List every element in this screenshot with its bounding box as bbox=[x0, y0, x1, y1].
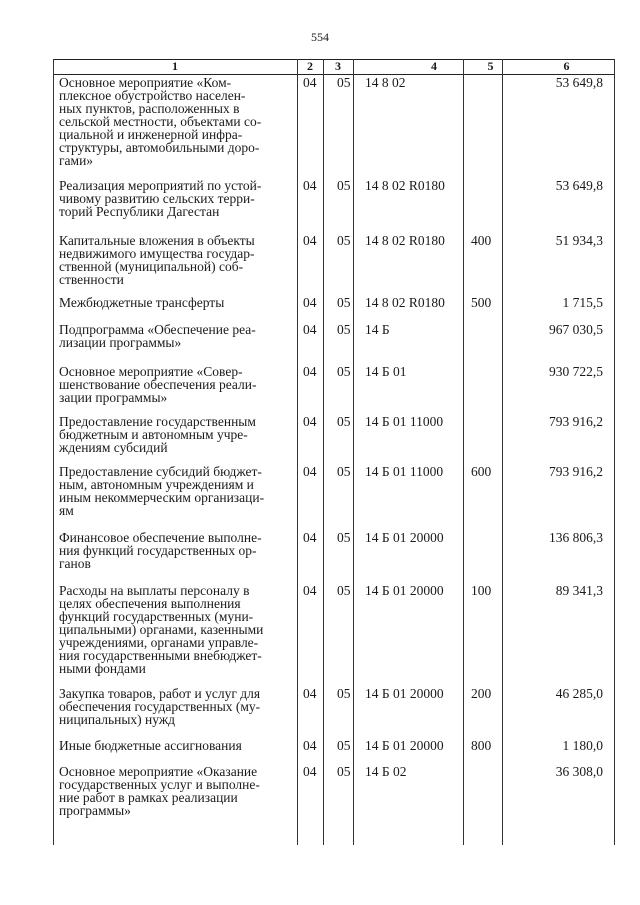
amount: 967 030,5 bbox=[549, 322, 603, 337]
column-divider bbox=[502, 59, 503, 845]
column-divider bbox=[463, 59, 464, 845]
target-article-code: 14 8 02 R0180 bbox=[365, 295, 445, 310]
amount: 89 341,3 bbox=[555, 583, 603, 598]
target-article-code: 14 Б 01 20000 bbox=[365, 583, 444, 598]
description-line: Предоставление государственным bbox=[59, 414, 256, 429]
subsection-code: 05 bbox=[337, 233, 351, 248]
amount: 1 715,5 bbox=[562, 295, 603, 310]
expense-type-code: 100 bbox=[471, 583, 492, 598]
section-code: 04 bbox=[303, 464, 317, 479]
description-line: плексное обустройство населен- bbox=[59, 88, 246, 103]
description-line: ганов bbox=[59, 556, 91, 571]
section-code: 04 bbox=[303, 233, 317, 248]
subsection-code: 05 bbox=[337, 583, 351, 598]
subsection-code: 05 bbox=[337, 738, 351, 753]
section-code: 04 bbox=[303, 364, 317, 379]
target-article-code: 14 Б 01 11000 bbox=[365, 464, 444, 479]
target-article-code: 14 8 02 R0180 bbox=[365, 178, 445, 193]
description-line: Иные бюджетные ассигнования bbox=[59, 738, 242, 753]
description-line: Межбюджетные трансферты bbox=[59, 295, 225, 310]
header-col-3: 3 bbox=[335, 59, 341, 73]
section-code: 04 bbox=[303, 686, 317, 701]
target-article-code: 14 Б 01 20000 bbox=[365, 530, 444, 545]
description-line: ным, автономным учреждениям и bbox=[59, 477, 254, 492]
target-article-code: 14 8 02 R0180 bbox=[365, 233, 445, 248]
section-code: 04 bbox=[303, 322, 317, 337]
header-col-1: 1 bbox=[172, 59, 178, 73]
row-description bbox=[59, 296, 293, 309]
subsection-code: 05 bbox=[337, 686, 351, 701]
row-description bbox=[59, 234, 293, 286]
description-line: Закупка товаров, работ и услуг для bbox=[59, 686, 261, 701]
row-description bbox=[59, 765, 293, 817]
amount: 793 916,2 bbox=[549, 464, 603, 479]
description-line: программы» bbox=[59, 803, 131, 818]
amount: 1 180,0 bbox=[562, 738, 603, 753]
amount: 51 934,3 bbox=[555, 233, 603, 248]
description-line: обеспечения государственных (му- bbox=[59, 699, 261, 714]
amount: 46 285,0 bbox=[555, 686, 603, 701]
column-divider bbox=[53, 59, 54, 845]
subsection-code: 05 bbox=[337, 764, 351, 779]
column-divider bbox=[323, 59, 324, 845]
section-code: 04 bbox=[303, 530, 317, 545]
subsection-code: 05 bbox=[337, 295, 351, 310]
description-line: лизации программы» bbox=[59, 335, 182, 350]
subsection-code: 05 bbox=[337, 364, 351, 379]
target-article-code: 14 Б 01 20000 bbox=[365, 738, 444, 753]
expense-type-code: 600 bbox=[471, 464, 492, 479]
description-line: ния функций государственных ор- bbox=[59, 543, 257, 558]
description-line: Основное мероприятие «Ком- bbox=[59, 75, 232, 90]
description-line: ственной (муниципальной) соб- bbox=[59, 259, 244, 274]
column-divider bbox=[297, 59, 298, 845]
target-article-code: 14 8 02 bbox=[365, 75, 406, 90]
amount: 793 916,2 bbox=[549, 414, 603, 429]
description-line: гами» bbox=[59, 153, 94, 168]
description-line: Финансовое обеспечение выполне- bbox=[59, 530, 262, 545]
description-line: шенствование обеспечения реали- bbox=[59, 377, 257, 392]
expense-type-code: 400 bbox=[471, 233, 492, 248]
section-code: 04 bbox=[303, 75, 317, 90]
description-line: ственности bbox=[59, 272, 124, 287]
description-line: ных пунктов, расположенных в bbox=[59, 101, 240, 116]
header-col-6: 6 bbox=[563, 59, 570, 73]
row-description bbox=[59, 415, 293, 454]
target-article-code: 14 Б 02 bbox=[365, 764, 407, 779]
description-line: Предоставление субсидий бюджет- bbox=[59, 464, 262, 479]
row-description bbox=[59, 323, 293, 349]
subsection-code: 05 bbox=[337, 414, 351, 429]
budget-table bbox=[53, 59, 615, 845]
row-description bbox=[59, 739, 293, 752]
amount: 930 722,5 bbox=[549, 364, 603, 379]
expense-type-code: 500 bbox=[471, 295, 492, 310]
row-description bbox=[59, 76, 293, 167]
description-line: учреждениями, органами управле- bbox=[59, 635, 259, 650]
subsection-code: 05 bbox=[337, 530, 351, 545]
column-divider bbox=[614, 59, 615, 845]
description-line: торий Республики Дагестан bbox=[59, 204, 220, 219]
target-article-code: 14 Б 01 11000 bbox=[365, 414, 444, 429]
row-description bbox=[59, 687, 293, 726]
row-description bbox=[59, 531, 293, 570]
subsection-code: 05 bbox=[337, 75, 351, 90]
section-code: 04 bbox=[303, 295, 317, 310]
description-line: ниципальных) нужд bbox=[59, 712, 176, 727]
description-line: ждениям субсидий bbox=[59, 440, 168, 455]
amount: 53 649,8 bbox=[555, 178, 603, 193]
subsection-code: 05 bbox=[337, 178, 351, 193]
page-number: 554 bbox=[311, 30, 329, 44]
description-line: бюджетным и автономным учре- bbox=[59, 427, 248, 442]
description-line: государственных услуг и выполне- bbox=[59, 777, 260, 792]
description-line: целях обеспечения выполнения bbox=[59, 596, 241, 611]
target-article-code: 14 Б 01 bbox=[365, 364, 407, 379]
amount: 136 806,3 bbox=[549, 530, 603, 545]
description-line: чивому развитию сельских терри- bbox=[59, 191, 255, 206]
section-code: 04 bbox=[303, 583, 317, 598]
expense-type-code: 800 bbox=[471, 738, 492, 753]
row-description bbox=[59, 365, 293, 404]
expense-type-code: 200 bbox=[471, 686, 492, 701]
description-line: сельской местности, объектами со- bbox=[59, 114, 262, 129]
target-article-code: 14 Б bbox=[365, 322, 390, 337]
section-code: 04 bbox=[303, 738, 317, 753]
subsection-code: 05 bbox=[337, 464, 351, 479]
description-line: Подпрограмма «Обеспечение реа- bbox=[59, 322, 256, 337]
amount: 53 649,8 bbox=[555, 75, 603, 90]
section-code: 04 bbox=[303, 178, 317, 193]
subsection-code: 05 bbox=[337, 322, 351, 337]
header-col-5: 5 bbox=[487, 59, 494, 73]
description-line: иным некоммерческим организаци- bbox=[59, 490, 265, 505]
column-divider bbox=[353, 59, 354, 845]
row-description bbox=[59, 584, 293, 675]
description-line: функций государственных (муни- bbox=[59, 609, 254, 624]
description-line: недвижимого имущества государ- bbox=[59, 246, 255, 261]
table-header bbox=[53, 59, 615, 75]
description-line: Основное мероприятие «Совер- bbox=[59, 364, 243, 379]
description-line: Капитальные вложения в объекты bbox=[59, 233, 255, 248]
description-line: циальной и инженерной инфра- bbox=[59, 127, 243, 142]
header-col-4: 4 bbox=[431, 59, 437, 73]
target-article-code: 14 Б 01 20000 bbox=[365, 686, 444, 701]
section-code: 04 bbox=[303, 764, 317, 779]
description-line: ние работ в рамках реализации bbox=[59, 790, 238, 805]
description-line: структуры, автомобильными доро- bbox=[59, 140, 260, 155]
description-line: ципальными) органами, казенными bbox=[59, 622, 264, 637]
header-col-2: 2 bbox=[307, 59, 313, 73]
description-line: Основное мероприятие «Оказание bbox=[59, 764, 258, 779]
row-description bbox=[59, 179, 293, 218]
description-line: зации программы» bbox=[59, 390, 168, 405]
amount: 36 308,0 bbox=[555, 764, 603, 779]
description-line: Реализация мероприятий по устой- bbox=[59, 178, 262, 193]
description-line: ям bbox=[59, 503, 74, 518]
section-code: 04 bbox=[303, 414, 317, 429]
row-description bbox=[59, 465, 293, 517]
description-line: Расходы на выплаты персоналу в bbox=[59, 583, 250, 598]
description-line: ными фондами bbox=[59, 661, 146, 676]
description-line: ния государственными внебюджет- bbox=[59, 648, 262, 663]
